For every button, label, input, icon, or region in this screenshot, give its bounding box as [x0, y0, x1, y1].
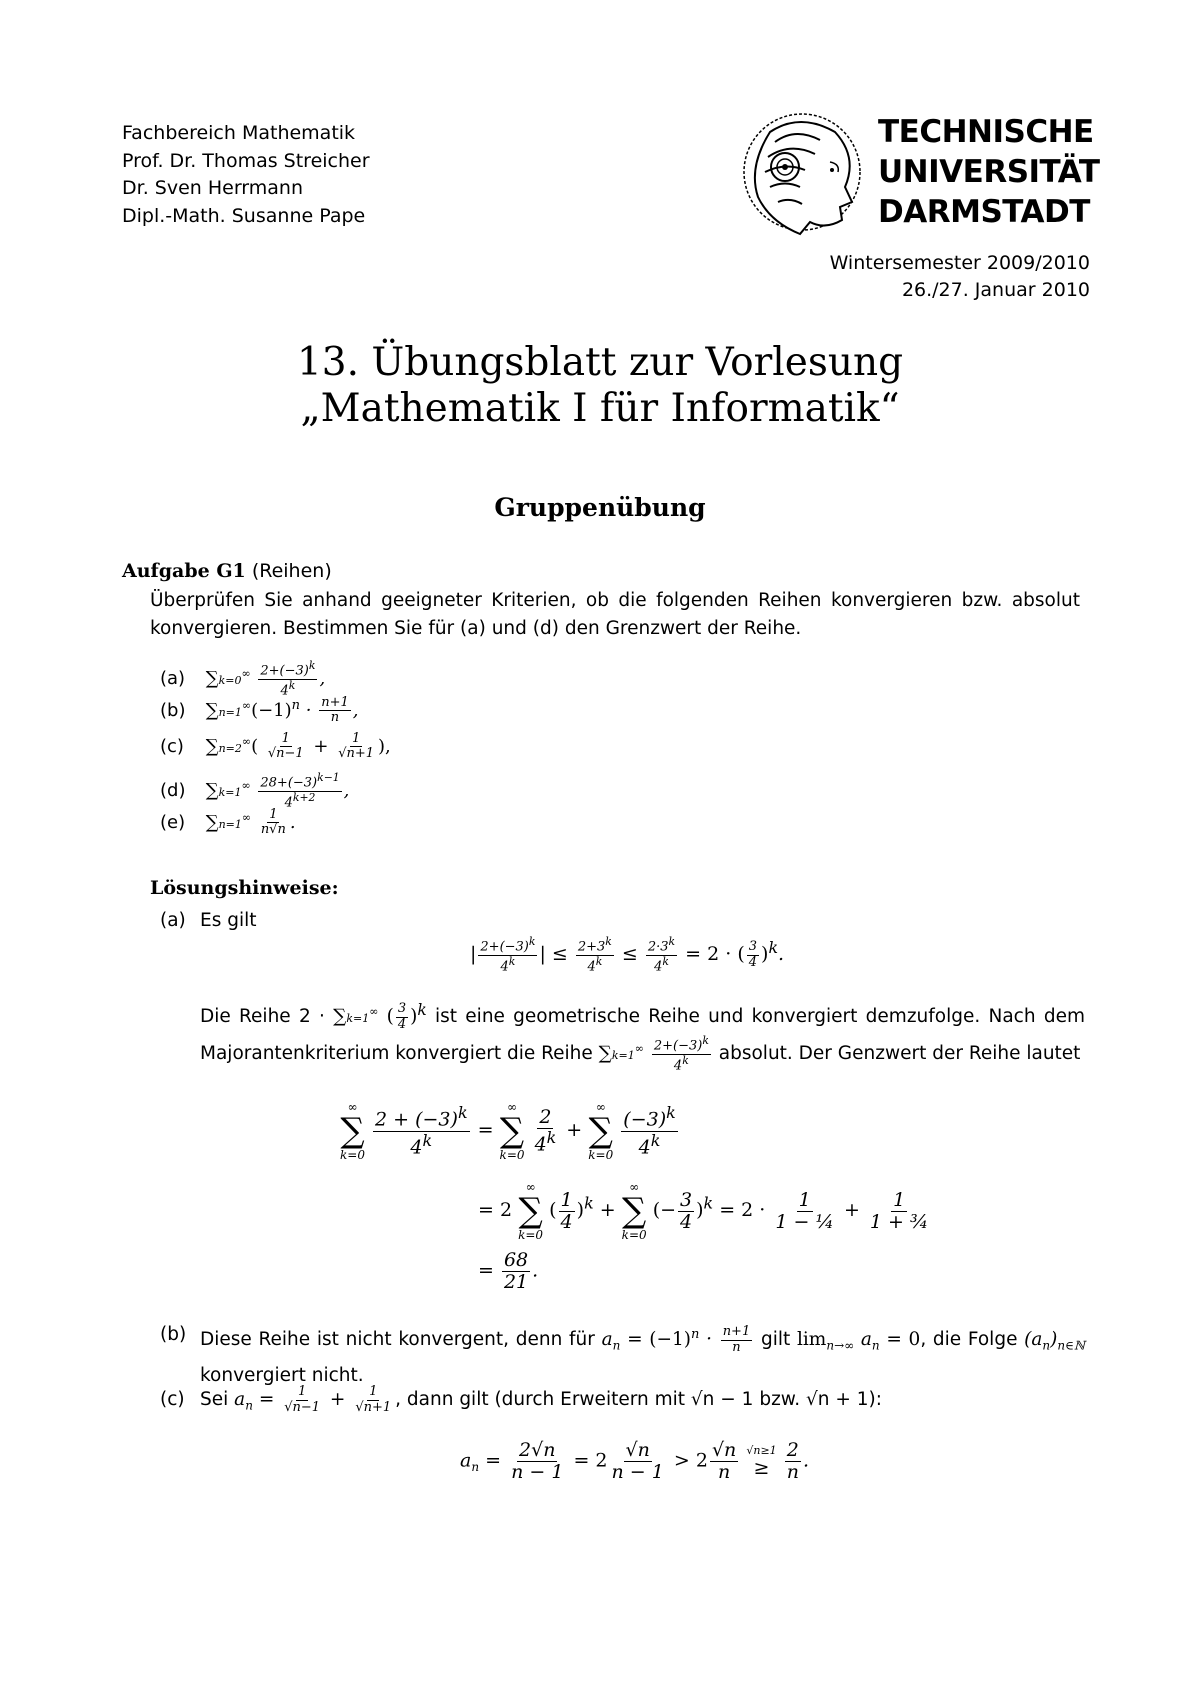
list-item: (c) ∑n=2∞( $\frac{1}{√n-1}$ + $\frac{1}{√n+1}$ ), [160, 731, 391, 762]
assistant: Dr. Sven Herrmann [122, 177, 304, 199]
hint-label: (c) [160, 1389, 185, 1410]
formula: = $\frac{68}{21}$ . [478, 1249, 539, 1293]
page-title: 13. Übungsblatt zur Vorlesung „Mathematik I für Informatik“ [296, 340, 904, 431]
hint-paragraph: Die Reihe 2 · ∑k=1∞ ( $\frac{3}{4}$ )$^k$ ist eine geometrische Reihe und konvergiert demzufolge. Nach dem Majorantenkriterium konvergiert die Reihe ∑k=1∞ $\frac{2+(-3)^k}{4^k}$ absolut. Der Genzwert der Reihe lautet [200, 1001, 1085, 1074]
hint-paragraph: Diese Reihe ist nicht konvergent, denn für $a_n = (-1)^n$ · $\frac{n+1}{n}$ gilt $\lim_{n\to\infty} a_n = 0$, die Folge $(a_n)_{n\in ℕ}$ konvergiert nicht. [200, 1324, 1085, 1386]
semester: Wintersemester 2009/2010 [829, 252, 1090, 274]
formula: ∑n=1∞ $\frac{1}{n√n}$ . [205, 807, 296, 838]
task-heading: Aufgabe G1 (Reihen) [122, 560, 332, 582]
formula: $a_n$ = $\frac{1}{√n-1}$ + $\frac{1}{√n+1}$ [234, 1384, 392, 1415]
list-item: (d) ∑k=1∞ $\frac{28+(-3)^{k-1}}{4^{k+2}}$ , [160, 771, 350, 810]
hint-label: (a) [160, 910, 186, 931]
formula: $a_n = (-1)^n$ · $\frac{n+1}{n}$ [601, 1324, 751, 1355]
formula: $(a_n)_{n\in ℕ}$ [1024, 1329, 1085, 1353]
list-item: (e) ∑n=1∞ $\frac{1}{n√n}$ . [160, 807, 296, 838]
hint-label: (b) [160, 1324, 187, 1345]
hint-paragraph: Sei $a_n$ = $\frac{1}{√n-1}$ + $\frac{1}{√n+1}$ , dann gilt (durch Erweitern mit √n − 1 bzw. √n + 1): [200, 1384, 882, 1415]
formula: ∑k=1∞ $\frac{28+(-3)^{k-1}}{4^{k+2}}$ , [205, 771, 350, 810]
date: 26./27. Januar 2010 [901, 279, 1090, 301]
semester-info [830, 250, 1090, 304]
formula: ∑k=0∞ $\frac{2+(-3)^k}{4^k}$ , [205, 659, 326, 698]
list-item: (a) ∑k=0∞ $\frac{2+(-3)^k}{4^k}$ , [160, 659, 326, 698]
section-heading: Gruppenübung [494, 493, 706, 522]
athene-head-icon [740, 112, 870, 242]
professor: Prof. Dr. Thomas Streicher [122, 149, 370, 172]
list-item: (b) $\sum n=1^\infty(-1)^n$ · $\frac{n+1}{n}$ , [160, 695, 359, 726]
hint-text: Es gilt [200, 910, 257, 931]
formula: ∑k=1∞ ( $\frac{3}{4}$ )$^k$ [333, 1001, 427, 1032]
hints-heading: Lösungshinweise: [150, 877, 339, 899]
university-logo [740, 112, 1100, 242]
staff-list [122, 120, 370, 230]
formula: $\lim_{n\to\infty} a_n = 0$ [796, 1329, 921, 1353]
formula: $\sum n=1^\infty(-1)^n$ · $\frac{n+1}{n}$ , [205, 695, 359, 726]
formula: ∞ ∑ k=0 $\frac{2 + (-3)^k}{4^k}$ = ∞ ∑ k=0 $\frac{2}{4^k}$ + ∞ ∑ k=0 $\frac{(-3)^k}{4^k}$ [340, 1100, 676, 1162]
formula: = 2 ∞ ∑ k=0 ( $\frac{1}{4}$ )$^k$ + ∞ ∑ k=0 (− $\frac{3}{4}$ )$^k$ = 2 · $\frac{1}{\text{1 − ¼}}$ + $\frac{1}{\text{1 + ¾}}$ [478, 1180, 929, 1242]
formula: ∑n=2∞( $\frac{1}{√n-1}$ + $\frac{1}{√n+1}$ ), [205, 731, 391, 762]
formula: | $\frac{2+(-3)^k}{4^k}$ | ≤ $\frac{2+3^k}{4^k}$ ≤ $\frac{2\cdot 3^k}{4^k}$ = 2 · ( $\frac{3}{4}$ )$^k$. [470, 935, 785, 974]
assistant: Dipl.-Math. Susanne Pape [122, 204, 366, 227]
task-description: Überprüfen Sie anhand geeigneter Kriterien, ob die folgenden Reihen konvergieren bzw. absolut konvergieren. Bestimmen Sie für (a) und (d) den Grenzwert der Reihe. [150, 590, 1080, 639]
formula: $a_n$ = $\frac{2√n}{n - 1}$ = 2 $\frac{√n}{n - 1}$ > 2 $\frac{√n}{n}$ √n≥1 ≥ $\frac{2}{n}$ . [460, 1439, 809, 1483]
university-name: TECHNISCHE UNIVERSITÄT DARMSTADT [878, 114, 1100, 230]
formula: ∑k=1∞ $\frac{2+(-3)^k}{4^k}$ [598, 1034, 709, 1074]
department: Fachbereich Mathematik [122, 122, 356, 144]
